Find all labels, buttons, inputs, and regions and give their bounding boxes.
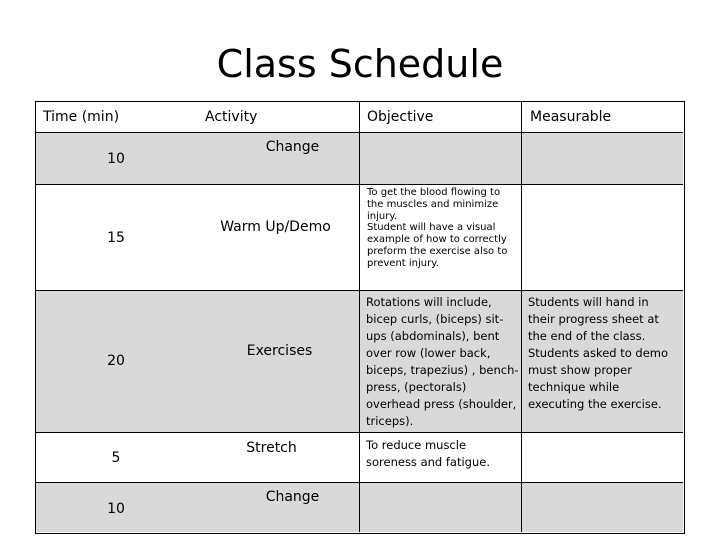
measurable-line: technique while [528, 380, 620, 394]
time-value: 5 [111, 450, 121, 466]
header-cell-time [36, 102, 196, 132]
time-value: 15 [107, 230, 125, 246]
header-objective: Objective [367, 109, 434, 125]
measurable-line: must show proper [528, 363, 632, 377]
time-value: 10 [107, 151, 125, 167]
activity-cell [196, 483, 359, 532]
objective-text [366, 294, 519, 430]
objective-line: soreness and fatigue. [366, 455, 490, 469]
objective-cell [359, 433, 521, 482]
objective-line: Rotations will include, [366, 295, 492, 309]
objective-line: To reduce muscle [366, 438, 467, 452]
time-cell [36, 185, 196, 290]
measurable-line: the end of the class. [528, 329, 646, 343]
header-measurable: Measurable [530, 109, 612, 125]
objective-line: injury. [367, 210, 398, 222]
objective-text [366, 437, 519, 471]
objective-line: the muscles and minimize [367, 198, 499, 210]
header-cell-measurable [521, 102, 683, 132]
objective-line: biceps, trapezius) , bench- [366, 363, 519, 377]
activity-cell [196, 185, 359, 290]
header-activity: Activity [205, 109, 258, 125]
measurable-cell [521, 433, 683, 482]
table-row [36, 290, 683, 432]
objective-line: preform the exercise also to [367, 245, 508, 257]
objective-line: Student will have a visual [367, 222, 496, 234]
measurable-cell [521, 483, 683, 532]
activity-cell [196, 133, 359, 184]
activity-value: Change [265, 139, 320, 155]
objective-line: triceps). [366, 414, 414, 428]
measurable-line: their progress sheet at [528, 312, 659, 326]
table-row [36, 132, 683, 184]
activity-value: Change [265, 489, 320, 505]
activity-value: Exercises [246, 343, 313, 359]
time-cell [36, 433, 196, 482]
activity-value: Stretch [246, 440, 297, 456]
table-header-row [36, 102, 683, 132]
table-row [36, 184, 683, 290]
measurable-text [528, 294, 681, 413]
measurable-cell [521, 185, 683, 290]
time-value: 10 [107, 501, 125, 517]
objective-line: press, (pectorals) [366, 380, 467, 394]
objective-line: bicep curls, (biceps) sit- [366, 312, 504, 326]
activity-cell [196, 291, 359, 432]
activity-cell [196, 433, 359, 482]
page-title: Class Schedule [216, 42, 504, 86]
time-value: 20 [107, 353, 125, 369]
schedule-table [35, 101, 685, 534]
objective-cell [359, 133, 521, 184]
objective-line: ups (abdominals), bent [366, 329, 500, 343]
activity-value: Warm Up/Demo [220, 219, 331, 235]
measurable-line: Students asked to demo [528, 346, 669, 360]
objective-cell [359, 291, 521, 432]
time-cell [36, 291, 196, 432]
objective-line: example of how to correctly [367, 234, 507, 246]
objective-cell [359, 185, 521, 290]
measurable-cell [521, 291, 683, 432]
objective-cell [359, 483, 521, 532]
objective-line: To get the blood flowing to [367, 187, 501, 198]
table-row [36, 482, 683, 532]
objective-line: over row (lower back, [366, 346, 491, 360]
time-cell [36, 133, 196, 184]
objective-text [367, 187, 517, 270]
measurable-line: Students will hand in [528, 295, 649, 309]
objective-line: overhead press (shoulder, [366, 397, 517, 411]
time-cell [36, 483, 196, 532]
measurable-line: executing the exercise. [528, 397, 662, 411]
measurable-cell [521, 133, 683, 184]
header-time: Time (min) [43, 109, 120, 125]
table-row [36, 432, 683, 482]
objective-line: prevent injury. [367, 257, 439, 269]
header-cell-objective [359, 102, 521, 132]
header-cell-activity [196, 102, 359, 132]
